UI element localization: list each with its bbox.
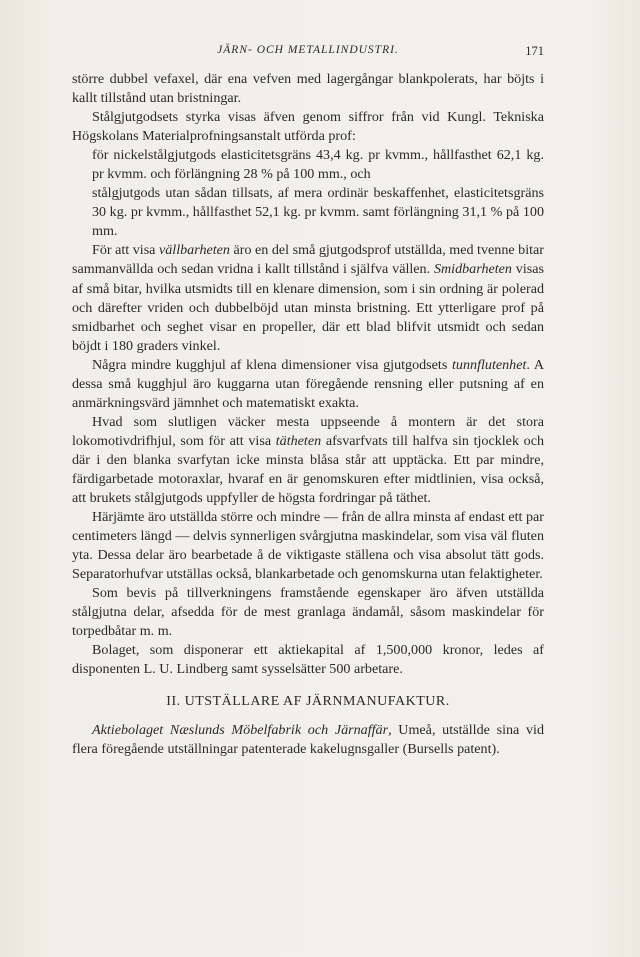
- paragraph-naeslunds: Aktiebolaget Næslunds Möbelfabrik och Järnaffär, Umeå, utställde sina vid flera föregående utställningar patenterade kakelugnsgaller (Bursells patent).: [72, 721, 544, 757]
- paragraph-2: Stålgjutgodsets styrka visas äfven genom siffror från vid Kungl. Tekniska Högskolans Materialprofningsanstalt utförda prof:: [72, 109, 544, 145]
- paragraph-locomotive-wheel: Hvad som slutligen väcker mesta uppseende å montern är det stora lokomotivdrifhjul, som för att visa tätheten afsvarfvats till halfva sin tjocklek och där i den blanka svarfytan icke minsta blåsa står att upptäcka. Ett par mindre, färdigarbetade motoraxlar, hvaraf en är genomskuren efter midtlinien, visa också, att brukets stålgjutgods uppfyller de högsta fordringar på täthet.: [72, 413, 544, 507]
- page-header: [72, 44, 544, 62]
- paragraph-1: större dubbel vefaxel, där ena vefven med lagergångar blankpolerats, har böjts i kallt tillstånd utan bristningar.: [72, 71, 544, 107]
- section-heading: II. UTSTÄLLARE AF JÄRNMANUFAKTUR.: [166, 693, 450, 709]
- page-number: 171: [525, 44, 544, 58]
- paragraph-torpedo-parts: Som bevis på tillverkningens framstående egenskaper äro äfven utställda stålgjutna delar, afsedda för de mest granlaga ändamål, såsom maskindelar för torpedbåtar m. m.: [72, 585, 544, 640]
- emphasis-tatheten: tätheten: [275, 432, 322, 449]
- emphasis-company-name: Aktiebolaget Næslunds Möbelfabrik och Järnaffär: [92, 721, 389, 738]
- paragraph-weldability: För att visa vällbarheten äro en del små gjutgodsprof utställda, med tvenne bitar sammanvällda och sedan vridna i kallt tillstånd i själfva vällen. Smidbarheten visas af små bitar, hvilka utsmidts till en klenare dimension, som i sin ordning är polerad och därefter vriden och dubbelböjd utan minsta bristning. Ett ytterligare prof på smidbarhet och seghet visar en propeller, där ett blad blifvit utsmidt och sedan böjdt i 180 graders vinkel.: [72, 242, 544, 354]
- paragraph-machine-parts: Härjämte äro utställda större och mindre — från de allra minsta af endast ett par centimeters längd — delvis synnerligen svårgjutna maskindelar, som visa väl fluten yta. Dessa delar äro bearbetade å de viktigaste ställena och visa absolut tätt gods. Separatorhufvar utställas också, blankarbetade och genomskurna utan felaktigheter.: [72, 509, 544, 583]
- body-text: [72, 70, 544, 759]
- list-item-nickel-steel: för nickelstålgjutgods elasticitetsgräns 43,4 kg. pr kvmm., hållfasthet 62,1 kg. pr kvmm. och förlängning 28 % på 100 mm., och: [92, 147, 544, 183]
- running-title: JÄRN- OCH METALLINDUSTRI.: [217, 44, 399, 56]
- emphasis-tunnflutenhet: tunnflutenhet: [452, 356, 527, 373]
- paragraph-company-capital: Bolaget, som disponerar ett aktiekapital af 1,500,000 kronor, ledes af disponenten L. U. Lindberg samt sysselsätter 500 arbetare.: [72, 642, 544, 678]
- emphasis-smidbarheten: Smidbarheten: [433, 261, 512, 278]
- list-item-plain-steel: stålgjutgods utan sådan tillsats, af mera ordinär beskaffenhet, elasticitetsgräns 30 kg. pr kvmm., hållfasthet 52,1 kg. pr kvmm. samt förlängning 31,1 % på 100 mm.: [92, 185, 544, 240]
- emphasis-vallbarheten: vällbarheten: [158, 242, 230, 259]
- paragraph-gears: Några mindre kugghjul af klena dimensioner visa gjutgodsets tunnflutenhet. A dessa små kugghjul äro kuggarna utan föregående rensning eller putsning af en anmärkningsvärd jämnhet och matematiskt exakta.: [72, 356, 545, 411]
